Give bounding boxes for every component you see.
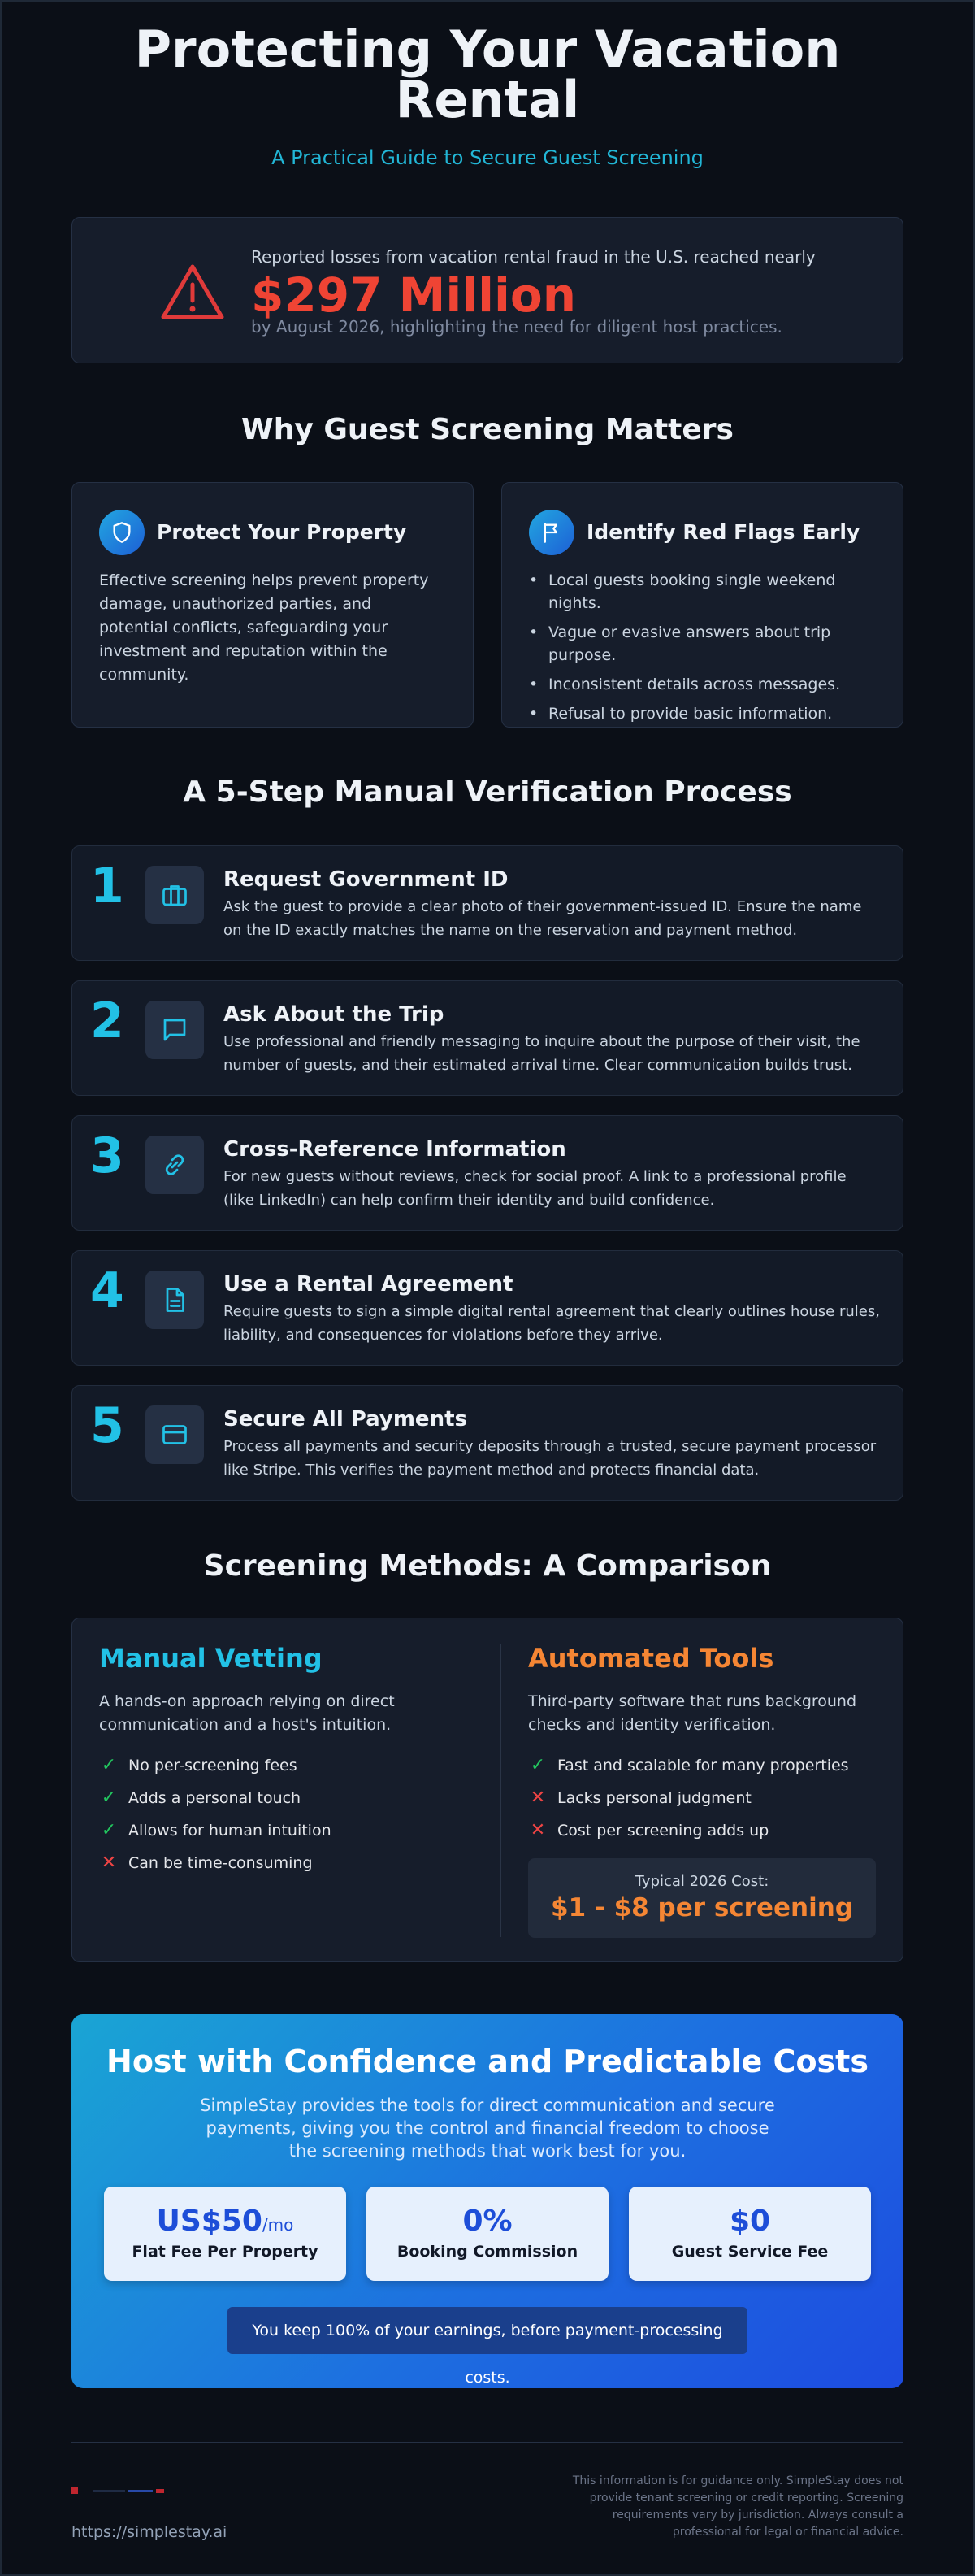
list-item: • Inconsistent details across messages. (529, 673, 878, 696)
list-item (528, 1788, 878, 1809)
stat-lead: Reported losses from vacation rental fraud in the U.S. reached nearly (251, 247, 816, 267)
why-cards (72, 482, 904, 728)
step-number: 3 (90, 1127, 124, 1184)
protect-property-text: Effective screening helps prevent property damage, unauthorized parties, and potential conflicts, safeguarding your investment and reputation within the community. (99, 571, 429, 684)
step-title: Secure All Payments (223, 1407, 467, 1431)
step-text: Use professional and friendly messaging to inquire about the purpose of their visit, the number of guests, and their estimated arrival time. Clear communication builds trust. (223, 1033, 860, 1074)
step-title: Cross-Reference Information (223, 1137, 566, 1162)
list-item (528, 1820, 878, 1841)
cross-icon: ✕ (530, 1788, 546, 1808)
footer-divider (72, 2442, 904, 2443)
pricing-pills (104, 2187, 871, 2281)
list-item (99, 1853, 448, 1874)
page-title: Protecting Your Vacation Rental (134, 20, 841, 129)
pill-label: Booking Commission (396, 2243, 578, 2261)
step-4 (72, 1250, 904, 1366)
manual-vetting-list (99, 1755, 448, 1874)
pill-amount: $0 (729, 2205, 771, 2238)
red-flags-title: Identify Red Flags Early (587, 520, 860, 544)
cross-icon: ✕ (530, 1820, 546, 1840)
flag-icon (529, 510, 574, 555)
item-text: Adds a personal touch (128, 1789, 301, 1807)
link-icon (145, 1136, 204, 1194)
page-subtitle: A Practical Guide to Secure Guest Screening (271, 146, 704, 169)
column-divider (500, 1644, 501, 1937)
list-item (528, 1755, 878, 1776)
automated-tools-column (528, 1643, 878, 1853)
pill-value (366, 2205, 609, 2238)
check-icon: ✓ (101, 1820, 117, 1840)
pill-label: Guest Service Fee (671, 2243, 829, 2261)
cta-title: Host with Confidence and Predictable Costs (106, 2044, 869, 2079)
pill-amount: US$50 (156, 2205, 262, 2238)
cost-label: Typical 2026 Cost: (635, 1873, 769, 1890)
red-flags-list (529, 569, 878, 732)
step-number: 1 (90, 858, 124, 914)
cta-banner (72, 2014, 904, 2388)
item-text: Allows for human intuition (128, 1822, 332, 1840)
typical-cost-box (528, 1858, 876, 1938)
pill-value (629, 2205, 871, 2238)
manual-vetting-desc: A hands-on approach relying on direct communication and a host's intuition. (99, 1692, 395, 1734)
step-1 (72, 845, 904, 961)
comparison-card (72, 1618, 904, 1962)
chat-icon (145, 1001, 204, 1059)
cta-desc: SimpleStay provides the tools for direct communication and secure payments, giving you the control and financial freedom to choose the screening methods that work best for you. (200, 2096, 775, 2161)
automated-tools-list (528, 1755, 878, 1841)
automated-tools-title: Automated Tools (528, 1643, 774, 1674)
list-item: • Local guests booking single weekend nights. (529, 569, 878, 615)
item-text: Cost per screening adds up (557, 1822, 769, 1840)
simplestay-logo (72, 2479, 210, 2502)
step-text: For new guests without reviews, check for social proof. A link to a professional profile (like LinkedIn) can help confirm their identity and build confidence. (223, 1168, 847, 1209)
step-text: Ask the guest to provide a clear photo of their government-issued ID. Ensure the name on the ID exactly matches the name on the reservation and payment method. (223, 898, 862, 939)
pill-value (104, 2205, 346, 2238)
guest-fee-pill (629, 2187, 871, 2281)
credit-card-icon (145, 1405, 204, 1464)
footer-disclaimer: This information is for guidance only. SimpleStay does not provide tenant screening or credit reporting. Screening requirements vary by jurisdiction. Always consult a professional for legal or financial advice. (572, 2474, 904, 2539)
item-text: No per-screening fees (128, 1757, 297, 1775)
comparison-section-title: Screening Methods: A Comparison (203, 1549, 772, 1583)
step-title: Request Government ID (223, 867, 509, 892)
pill-amount: 0% (462, 2205, 513, 2238)
list-item: • Vague or evasive answers about trip purpose. (529, 621, 878, 667)
check-icon: ✓ (530, 1755, 546, 1775)
item-text: Lacks personal judgment (557, 1789, 752, 1807)
document-icon (145, 1271, 204, 1329)
step-3 (72, 1115, 904, 1231)
cost-value: $1 - $8 per screening (551, 1893, 853, 1922)
automated-tools-desc: Third-party software that runs background checks and identity verification. (528, 1692, 857, 1734)
why-section-title: Why Guest Screening Matters (241, 413, 734, 446)
fraud-stat-box (72, 217, 904, 363)
list-item: • Refusal to provide basic information. (529, 702, 878, 725)
stat-tail: by August 2026, highlighting the need for diligent host practices. (251, 317, 782, 337)
list-item (99, 1820, 448, 1841)
commission-pill (366, 2187, 609, 2281)
step-title: Use a Rental Agreement (223, 1272, 514, 1297)
protect-property-title: Protect Your Property (157, 520, 407, 544)
earnings-note: You keep 100% of your earnings, before payment-processing costs. (228, 2307, 748, 2354)
manual-vetting-column (99, 1643, 448, 1885)
red-flags-card (501, 482, 904, 728)
briefcase-icon (145, 866, 204, 924)
item-text: Can be time-consuming (128, 1854, 313, 1872)
check-icon: ✓ (101, 1755, 117, 1775)
manual-vetting-title: Manual Vetting (99, 1643, 323, 1674)
warning-icon (160, 263, 225, 320)
protect-property-card (72, 482, 474, 728)
step-number: 2 (90, 993, 124, 1049)
item-text: Fast and scalable for many properties (557, 1757, 849, 1775)
step-2 (72, 980, 904, 1096)
step-title: Ask About the Trip (223, 1002, 444, 1027)
pill-label: Flat Fee Per Property (132, 2243, 318, 2261)
pill-unit: /mo (262, 2215, 294, 2235)
stat-amount: $297 Million (251, 267, 576, 323)
shield-icon (99, 510, 145, 555)
step-number: 5 (90, 1397, 124, 1454)
step-text: Process all payments and security deposits through a trusted, secure payment processor like Stripe. This verifies the payment method and protects financial data. (223, 1438, 877, 1479)
check-icon: ✓ (101, 1788, 117, 1808)
step-5 (72, 1385, 904, 1501)
list-item (99, 1788, 448, 1809)
step-number: 4 (90, 1262, 124, 1319)
list-item (99, 1755, 448, 1776)
cross-icon: ✕ (101, 1853, 117, 1873)
footer-url-link[interactable]: https://simplestay.ai (72, 2523, 228, 2541)
step-text: Require guests to sign a simple digital rental agreement that clearly outlines house rules, liability, and consequences for violations before they arrive. (223, 1303, 880, 1344)
flat-fee-pill (104, 2187, 346, 2281)
process-section-title: A 5-Step Manual Verification Process (183, 775, 792, 809)
page-header (72, 20, 904, 169)
